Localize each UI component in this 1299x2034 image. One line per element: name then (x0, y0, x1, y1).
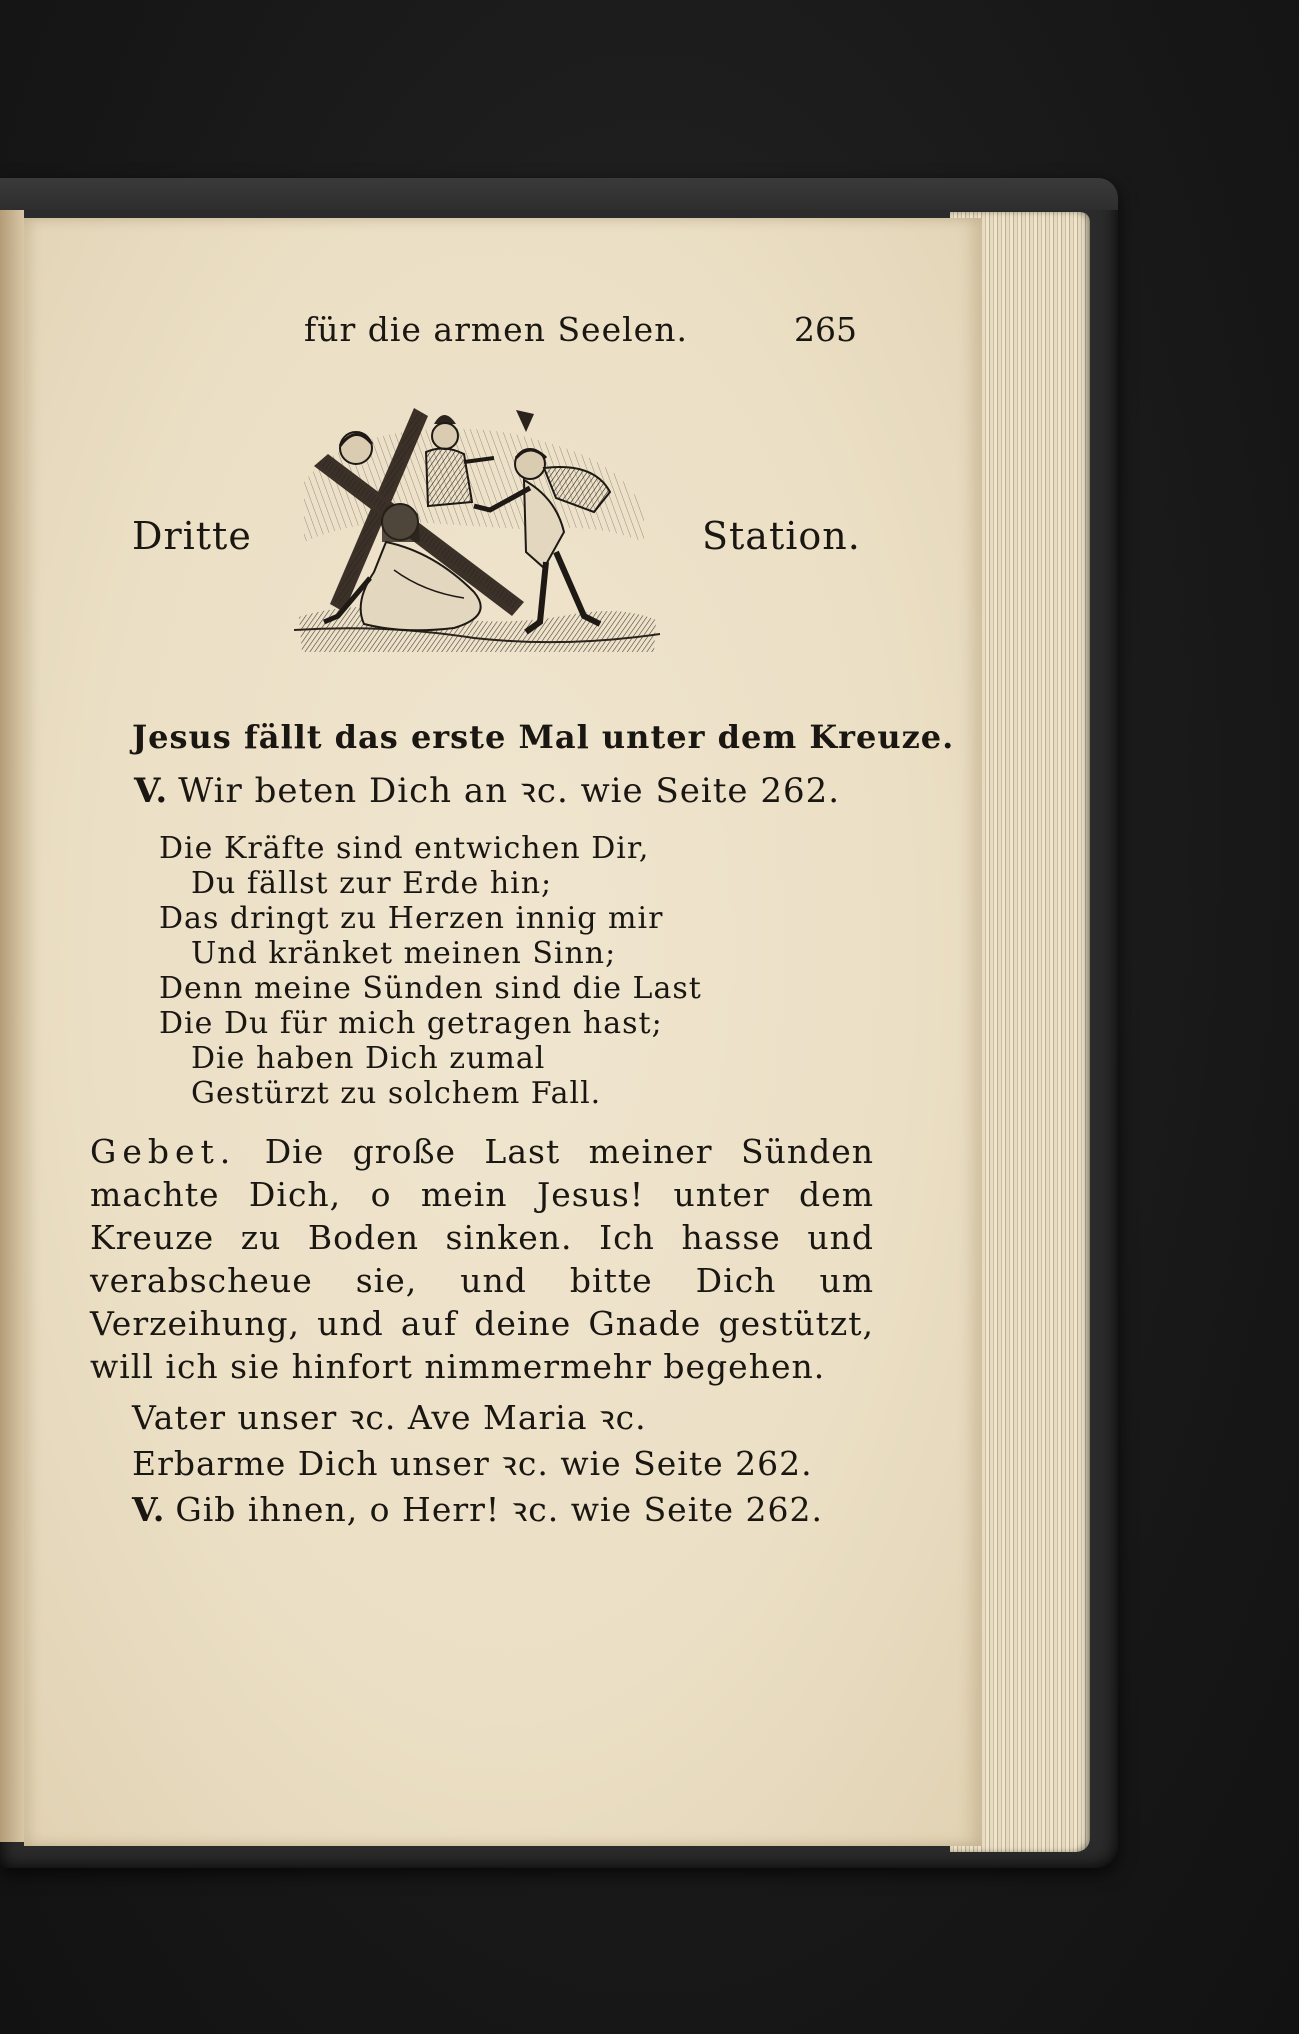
woodcut-illustration (294, 402, 660, 654)
versicle-mark: V. (134, 771, 169, 811)
running-head: für die armen Seelen. (304, 310, 688, 349)
page-number: 265 (794, 310, 857, 349)
poem-line: Die haben Dich zumal (191, 1041, 546, 1076)
closing-text: Vater unser ꝛc. Ave Maria ꝛc. (132, 1398, 647, 1437)
book-page (24, 218, 982, 1846)
station-word-right: Station. (702, 514, 861, 558)
poem-line: Denn meine Sünden sind die Last (159, 971, 702, 1006)
poem-line: Das dringt zu Herzen innig mir (159, 901, 664, 936)
versicle-mark: V. (132, 1490, 166, 1529)
closing-line (132, 1444, 813, 1484)
versicle-line (134, 766, 840, 812)
poem-line: Du fällst zur Erde hin; (191, 866, 553, 901)
station-word-left: Dritte (132, 514, 252, 558)
prayer-text: Die große Last meiner Sünden machte Dich, o mein Jesus! unter dem Kreuze zu Boden sinken. Ich hasse und verabscheue sie, und bitte Dich um Verzeihung, und auf deine Gnade gestützt, will ich sie hinfort nimmermehr begehen. (90, 1132, 874, 1386)
prayer-paragraph (90, 1130, 874, 1388)
poem-line: Die Kräfte sind entwichen Dir, (159, 831, 650, 866)
closing-text: Erbarme Dich unser ꝛc. wie Seite 262. (132, 1444, 813, 1483)
versicle-text: Wir beten Dich an ꝛc. wie Seite 262. (178, 771, 841, 811)
closing-text: Gib ihnen, o Herr! ꝛc. wie Seite 262. (175, 1490, 824, 1529)
poem-line: Gestürzt zu solchem Fall. (191, 1076, 602, 1111)
closing-line (132, 1398, 647, 1438)
closing-line (132, 1490, 823, 1530)
poem-line: Und kränket meinen Sinn; (191, 936, 617, 971)
poem-line: Die Du für mich getragen hast; (159, 1006, 663, 1041)
prayer-label: Gebet. (90, 1132, 237, 1171)
station-heading: Jesus fällt das erste Mal unter dem Kreuze. (132, 718, 955, 756)
left-page-edge (0, 210, 24, 1842)
